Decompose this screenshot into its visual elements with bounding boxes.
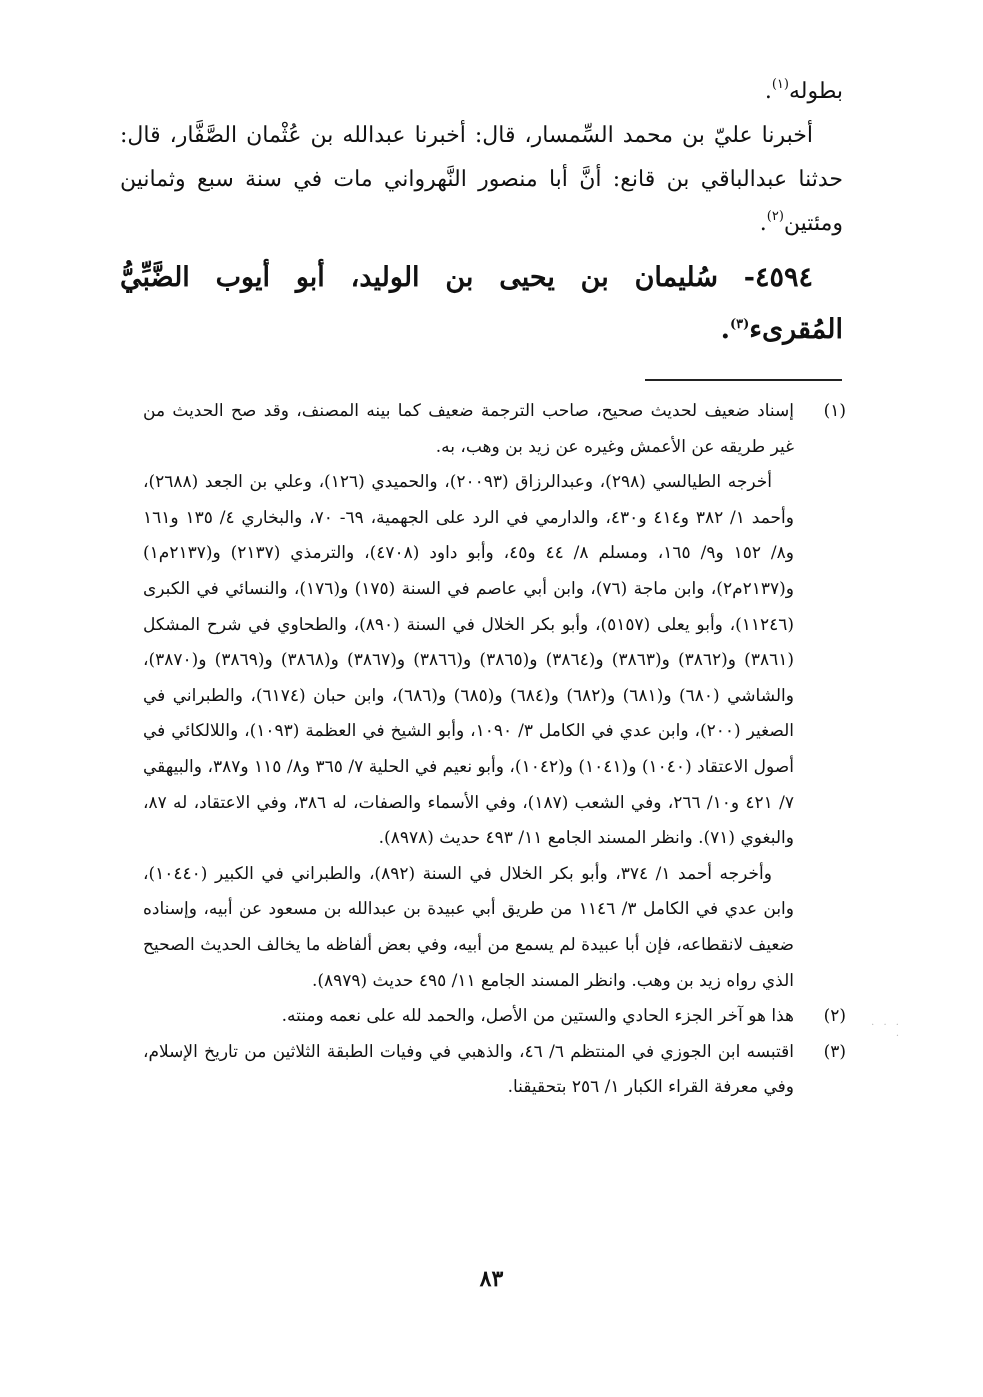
entry-title: ٤٥٩٤- سُليمان بن يحيى بن الوليد، أبو أيوب الضَّبِّيُّ المُقرىء [120, 262, 843, 345]
main-text [120, 70, 843, 356]
period: . [764, 79, 772, 104]
narration-text: أخبرنا عليّ بن محمد السِّمسار، قال: أخبرنا عبدالله بن عُثْمان الصَّفَّار، قال: حدثنا عبدالباقي بن قانع: أنَّ أبا منصور النَّهرواني مات في سنة سبع وثمانين ومئتين [120, 123, 843, 236]
footnote-body [143, 999, 794, 1035]
narration-paragraph [120, 114, 843, 246]
footnote-body [143, 1035, 794, 1106]
text-line-continuation [120, 70, 843, 114]
footnote-paragraph: هذا هو آخر الجزء الحادي والستين من الأصل، والحمد لله على نعمه ومنته. [281, 1006, 794, 1027]
continuation-text: بطوله [788, 79, 843, 104]
footnote-3 [143, 1035, 846, 1106]
footnote-ref-3: (٣) [729, 317, 750, 332]
footnote-ref-2: (٢) [766, 209, 784, 224]
period: . [720, 314, 730, 345]
footnote-paragraph: أخرجه الطيالسي (٢٩٨)، وعبدالرزاق (٢٠٠٩٣)، والحميدي (١٢٦)، وعلي بن الجعد (٢٦٨٨)، وأحمد ١/ ٣٨٢ و٤١٤ و٤٣٠، والدارمي في الرد على الجهمية، ٦٩- ٧٠، والبخاري ٤/ ١٣٥ و١٦١ و٨/ ١٥٢ و٩/ ١٦٥، ومسلم ٨/ ٤٤ و٤٥، وأبو داود (٤٧٠٨)، والترمذي (٢١٣٧) و(٢١٣٧م١) و(٢١٣٧م٢)، وابن ماجة (٧٦)، وابن أبي عاصم في السنة (١٧٥) و(١٧٦)، والنسائي في الكبرى (١١٢٤٦)، وأبو يعلى (٥١٥٧)، وأبو بكر الخلال في السنة (٨٩٠)، والطحاوي في شرح المشكل (٣٨٦١) و(٣٨٦٢) و(٣٨٦٣) و(٣٨٦٤) و(٣٨٦٥) و(٣٨٦٦) و(٣٨٦٧) و(٣٨٦٨) و(٣٨٦٩) و(٣٨٧٠)، والشاشي (٦٨٠) و(٦٨١) و(٦٨٢) و(٦٨٤) و(٦٨٥) و(٦٨٦)، وابن حبان (٦١٧٤)، والطبراني في الصغير (٢٠٠)، وابن عدي في الكامل ٣/ ١٠٩٠، وأبو الشيخ في العظمة (١٠٩٣)، واللالكائي في أصول الاعتقاد (١٠٤٠) و(١٠٤١) و(١٠٤٢)، وأبو نعيم في الحلية ٧/ ٣٦٥ و٨/ ١١٥ و٣٨٧، والبيهقي ٧/ ٤٢١ و١٠/ ٢٦٦، وفي الشعب (١٨٧)، وفي الأسماء والصفات، له ٣٨٦، وفي الاعتقاد، له ٨٧، والبغوي (٧١). وانظر المسند الجامع ١١/ ٤٩٣ حديث (٨٩٧٨). [143, 472, 794, 849]
footnote-number: (٢) [823, 1006, 846, 1027]
scan-speckle: · · · · [871, 1020, 902, 1042]
footnote-paragraph: وأخرجه أحمد ١/ ٣٧٤، وأبو بكر الخلال في السنة (٨٩٢)، والطبراني في الكبير (١٠٤٤٠)، وابن عدي في الكامل ٣/ ١١٤٦ من طريق أبي عبيدة بن عبدالله بن مسعود عن أبيه، وإسناده ضعيف لانقطاعه، فإن أبا عبيدة لم يسمع من أبيه، وفي بعض ألفاظه ما يخالف الحديث الصحيح الذي رواه زيد بن وهب. وانظر المسند الجامع ١١/ ٤٩٥ حديث (٨٩٧٩). [143, 863, 794, 991]
footnote-ref-1: (١) [771, 77, 789, 92]
footnote-2 [143, 999, 846, 1035]
footnote-1 [143, 394, 846, 999]
footnote-body [143, 394, 794, 999]
footnotes [143, 394, 846, 1106]
footnote-paragraph: إسناد ضعيف لحديث صحيح، صاحب الترجمة ضعيف كما بينه المصنف، وقد صح الحديث من غير طريقه عن الأعمش وغيره عن زيد بن وهب، به. [143, 401, 794, 457]
biography-entry-heading [120, 252, 843, 356]
footnote-separator [645, 379, 842, 381]
footnote-number: (٣) [823, 1041, 846, 1062]
period: . [759, 211, 767, 236]
page-number: ٨٣ [479, 1266, 504, 1292]
footnote-paragraph: اقتبسه ابن الجوزي في المنتظم ٦/ ٤٦، والذهبي في وفيات الطبقة الثلاثين من تاريخ الإسلام، وفي معرفة القراء الكبار ١/ ٢٥٦ بتحقيقنا. [143, 1041, 794, 1098]
footnote-number: (١) [823, 401, 846, 421]
